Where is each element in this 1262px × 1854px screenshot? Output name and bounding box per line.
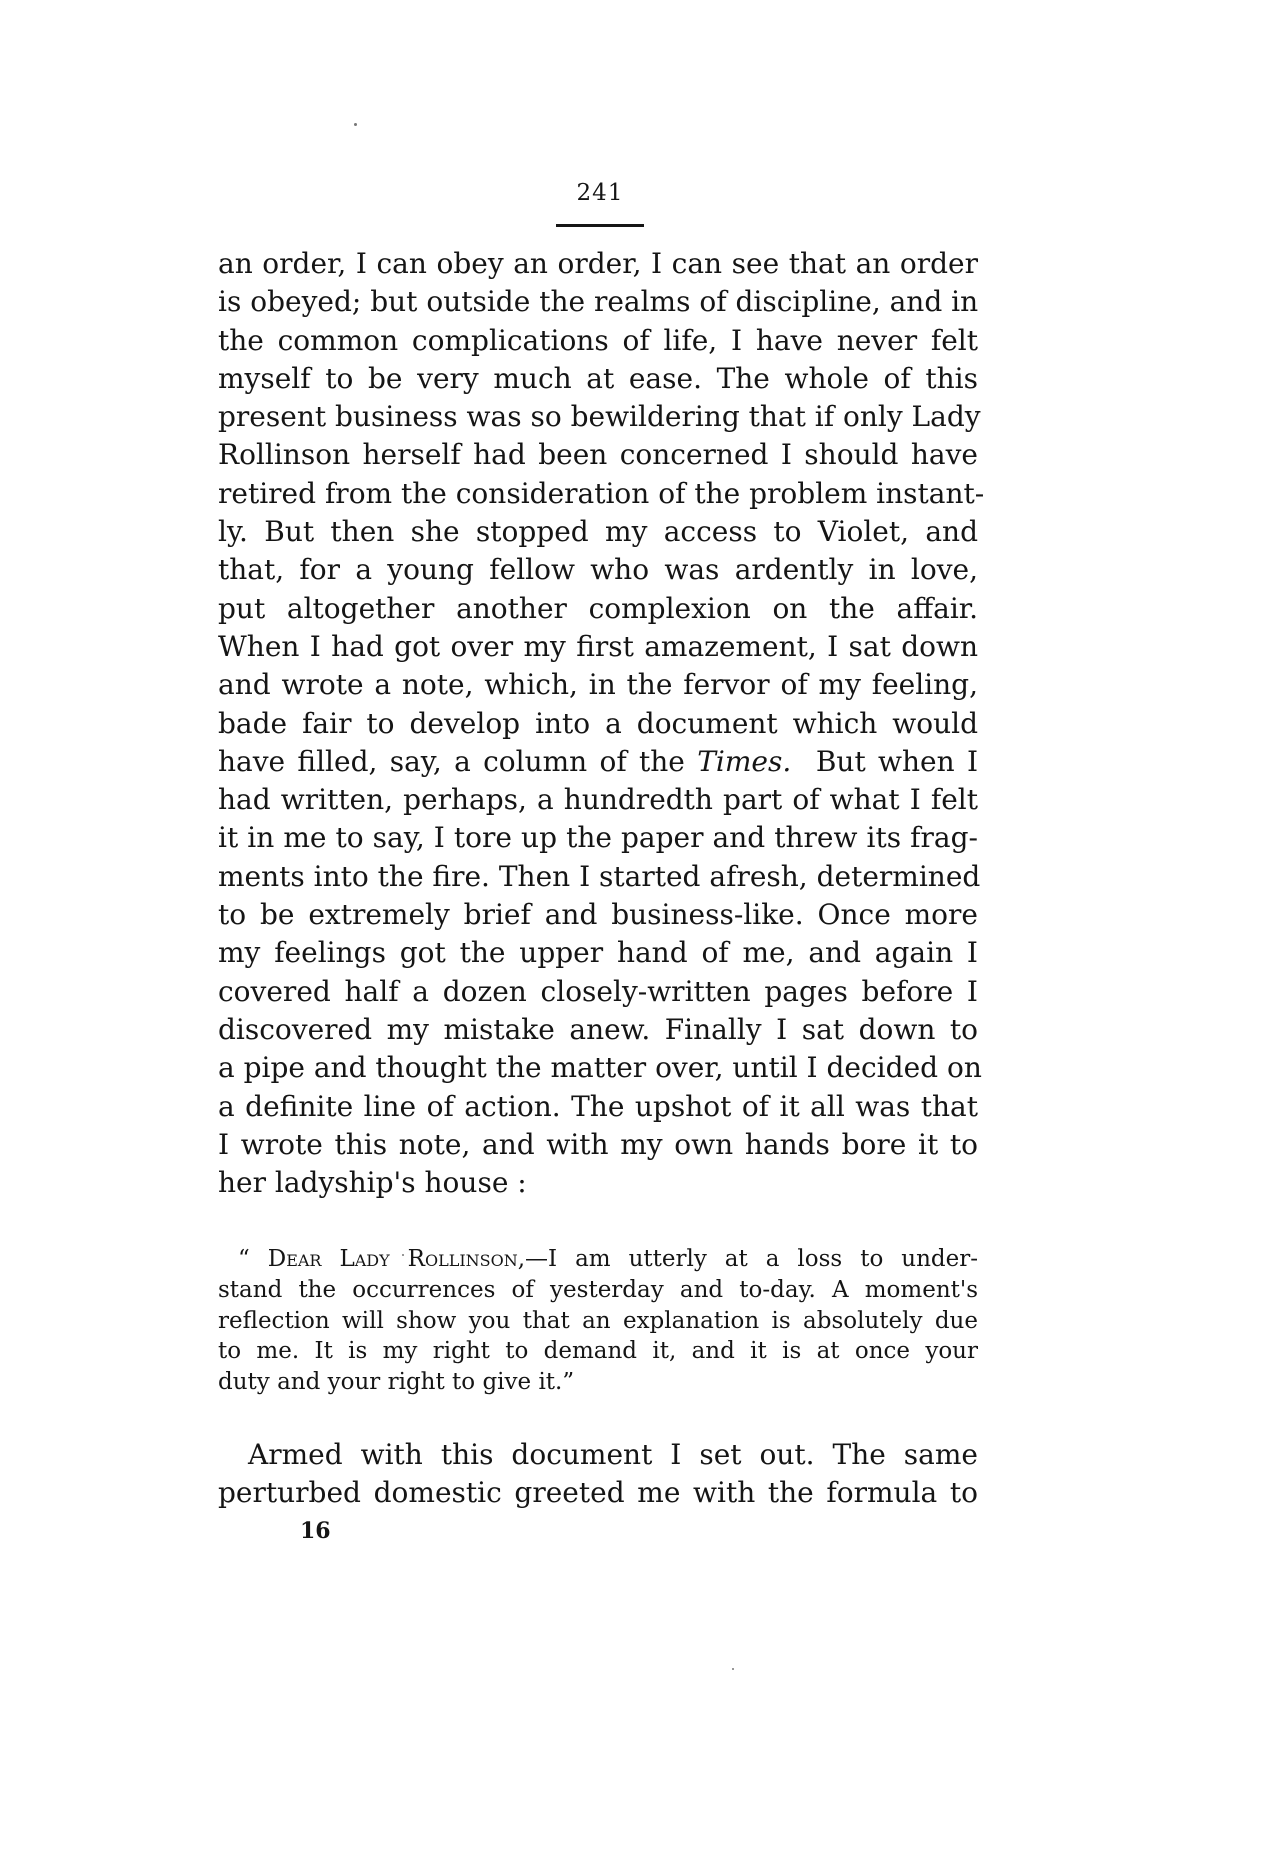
text-line: an order, I can obey an order, I can see that an order — [218, 247, 978, 280]
quote-line: stand the occurrences of yesterday and to-day. A moment's — [218, 1276, 978, 1303]
text-line: Armed with this document I set out. The same — [248, 1438, 978, 1471]
text-line: myself to be very much at ease. The whole of this — [218, 361, 978, 395]
quoted-letter — [218, 1244, 978, 1398]
text-line: ments into the fire. Then I started afresh, determined — [218, 859, 981, 893]
text-line: to be extremely brief and business-like. Once more — [218, 898, 978, 932]
text-line: had written, perhaps, a hundredth part of what I felt — [218, 783, 978, 817]
quote-line — [218, 1244, 978, 1275]
signature-mark: 16 — [300, 1518, 331, 1544]
page-number: 241 — [576, 180, 624, 206]
text-line: is obeyed; but outside the realms of discipline, and in — [218, 285, 979, 319]
text-fragment: have filled, say, a column of the — [218, 744, 685, 778]
text-fragment: —I am utterly at a loss to under- — [525, 1246, 978, 1272]
text-line: the common complications of life, I have never felt — [218, 323, 978, 357]
text-line: I wrote this note, and with my own hands bore it to — [218, 1127, 978, 1161]
quote-line: reflection will show you that an explanation is absolutely due — [218, 1307, 978, 1334]
closing-paragraph — [218, 1436, 978, 1513]
paper-speck — [732, 1668, 734, 1670]
text-line: present business was so bewildering that if only Lady — [218, 400, 981, 434]
text-line: a pipe and thought the matter over, until I decided on — [218, 1051, 982, 1085]
text-line: Rollinson herself had been concerned I should have — [218, 438, 978, 472]
header-rule — [556, 224, 644, 227]
text-line: discovered my mistake anew. Finally I sat down to — [218, 1012, 978, 1046]
text-line: it in me to say, I tore up the paper and threw its frag- — [218, 821, 978, 855]
text-line: ly. But then she stopped my access to Violet, and — [218, 515, 978, 549]
text-line: that, for a young fellow who was ardently in love, — [218, 553, 978, 587]
text-line: my feelings got the upper hand of me, and again I — [218, 936, 978, 970]
text-line: and wrote a note, which, in the fervor of my feeling, — [218, 668, 978, 702]
text-fragment: But when I — [815, 744, 978, 778]
text-line: covered half a dozen closely-written pages before I — [218, 974, 978, 1008]
body-paragraph — [218, 245, 985, 1202]
text-line: put altogether another complexion on the affair. — [218, 591, 978, 625]
text-line: bade fair to develop into a document which would — [218, 706, 978, 740]
text-line: a definite line of action. The upshot of it all was that — [218, 1089, 978, 1123]
text-line: retired from the consideration of the problem instant- — [218, 476, 985, 510]
text-line: perturbed domestic greeted me with the formula to — [218, 1476, 978, 1510]
newspaper-title: Times. — [697, 744, 792, 778]
paper-speck — [354, 123, 357, 126]
quote-line: to me. It is my right to demand it, and it is at once your — [218, 1338, 978, 1365]
text-line: her ladyship's house : — [218, 1166, 527, 1200]
text-line: When I had got over my first amazement, I sat down — [218, 629, 978, 663]
quote-line: duty and your right to give it.” — [218, 1369, 575, 1396]
open-quote: “ — [238, 1246, 250, 1272]
letter-salutation: Dear Lady Rollinson, — [267, 1246, 526, 1272]
text-line — [218, 743, 978, 781]
